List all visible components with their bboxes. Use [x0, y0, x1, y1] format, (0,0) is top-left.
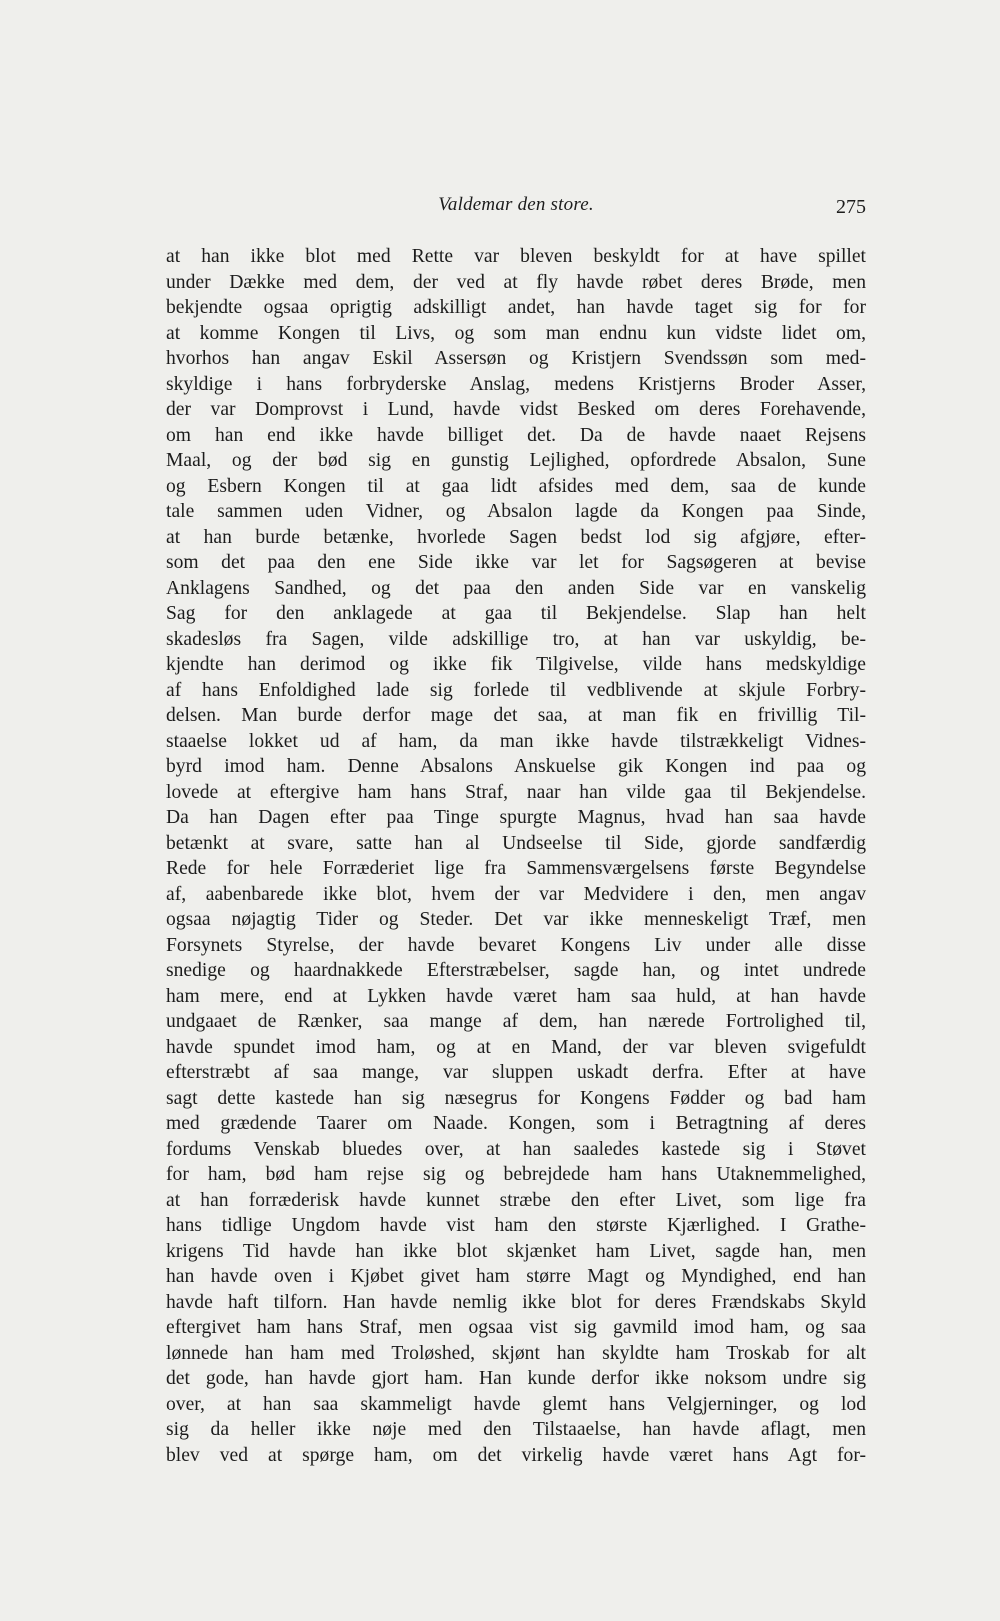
text-line: under Dække med dem, der ved at fly havde røbet deres Brøde, men — [166, 271, 866, 293]
text-line: Da han Dagen efter paa Tinge spurgte Magnus, hvad han saa havde — [166, 807, 866, 828]
text-line: byrd imod ham. Denne Absalons Anskuelse gik Kongen ind paa og — [166, 756, 866, 777]
running-title: Valdemar den store. — [438, 194, 594, 215]
text-line: eftergivet ham hans Straf, men ogsaa vist sig gavmild imod ham, og saa — [166, 1317, 866, 1338]
text-line: staaelse lokket ud af ham, da man ikke havde tilstrækkeligt Vidnes- — [166, 730, 866, 752]
text-line: at han forræderisk havde kunnet stræbe den efter Livet, som lige fra — [166, 1189, 866, 1211]
text-line: om han end ikke havde billiget det. Da de havde naaet Rejsens — [166, 424, 866, 446]
body-text — [166, 244, 866, 1468]
text-line: han havde oven i Kjøbet givet ham større Magt og Myndighed, end han — [166, 1266, 866, 1287]
text-line: hvorhos han angav Eskil Assersøn og Kristjern Svendssøn som med- — [166, 348, 866, 369]
text-line: tale sammen uden Vidner, og Absalon lagde da Kongen paa Sinde, — [166, 501, 866, 522]
text-line: kjendte han derimod og ikke fik Tilgivelse, vilde hans medskyldige — [166, 654, 866, 675]
text-line: af, aabenbarede ikke blot, hvem der var Medvidere i den, men angav — [166, 883, 866, 905]
text-line: at han burde betænke, hvorlede Sagen bedst lod sig afgjøre, efter- — [166, 526, 866, 548]
text-line: over, at han saa skammeligt havde glemt hans Velgjerninger, og lod — [166, 1393, 866, 1415]
text-line: sig da heller ikke nøje med den Tilstaaelse, han havde aflagt, men — [166, 1419, 866, 1440]
text-line: hans tidlige Ungdom havde vist ham den største Kjærlighed. I Grathe- — [166, 1215, 866, 1236]
text-line: at komme Kongen til Livs, og som man endnu kun vidste lidet om, — [166, 322, 866, 344]
text-line: sagt dette kastede han sig næsegrus for Kongens Fødder og bad ham — [166, 1087, 866, 1109]
text-line: bekjendte ogsaa oprigtig adskilligt andet, han havde taget sig for for — [166, 297, 866, 318]
text-line: undgaaet de Rænker, saa mange af dem, han nærede Fortrolighed til, — [166, 1011, 866, 1032]
text-line: havde haft tilforn. Han havde nemlig ikke blot for deres Frændskabs Skyld — [166, 1291, 866, 1313]
text-line: Rede for hele Forræderiet lige fra Sammensværgelsens første Begyndelse — [166, 858, 866, 879]
text-line: Anklagens Sandhed, og det paa den anden Side var en vanskelig — [166, 577, 866, 599]
text-line: betænkt at svare, satte han al Undseelse til Side, gjorde sandfærdig — [166, 832, 866, 854]
text-line: blev ved at spørge ham, om det virkelig havde været hans Agt for- — [166, 1444, 866, 1466]
text-line: delsen. Man burde derfor mage det saa, at man fik en frivillig Til- — [166, 705, 866, 726]
text-line: der var Domprovst i Lund, havde vidst Besked om deres Forehavende, — [166, 399, 866, 420]
text-line: lovede at eftergive ham hans Straf, naar han vilde gaa til Bekjendelse. — [166, 781, 866, 803]
text-line: fordums Venskab bluedes over, at han saaledes kastede sig i Støvet — [166, 1138, 866, 1160]
text-line: for ham, bød ham rejse sig og bebrejdede ham hans Utaknemmelighed, — [166, 1164, 866, 1185]
text-line: Sag for den anklagede at gaa til Bekjendelse. Slap han helt — [166, 603, 866, 624]
text-line: det gode, han havde gjort ham. Han kunde derfor ikke noksom undre sig — [166, 1368, 866, 1389]
text-line: havde spundet imod ham, og at en Mand, der var bleven svigefuldt — [166, 1036, 866, 1058]
text-line: som det paa den ene Side ikke var let for Sagsøgeren at bevise — [166, 552, 866, 573]
text-line: lønnede han ham med Troløshed, skjønt han skyldte ham Troskab for alt — [166, 1342, 866, 1364]
text-line: efterstræbt af saa mange, var sluppen uskadt derfra. Efter at have — [166, 1062, 866, 1083]
page-number: 275 — [836, 196, 866, 218]
text-line: og Esbern Kongen til at gaa lidt afsides med dem, saa de kunde — [166, 475, 866, 497]
text-line: skadesløs fra Sagen, vilde adskillige tro, at han var uskyldig, be- — [166, 628, 866, 650]
text-line: skyldige i hans forbryderske Anslag, medens Kristjerns Broder Asser, — [166, 373, 866, 395]
running-head — [166, 192, 866, 222]
text-line: ham mere, end at Lykken havde været ham saa huld, at han havde — [166, 985, 866, 1007]
text-line: snedige og haardnakkede Efterstræbelser, sagde han, og intet undrede — [166, 960, 866, 981]
text-line: Forsynets Styrelse, der havde bevaret Kongens Liv under alle disse — [166, 934, 866, 956]
text-line: ogsaa nøjagtig Tider og Steder. Det var ikke menneskeligt Træf, men — [166, 909, 866, 930]
text-line: med grædende Taarer om Naade. Kongen, som i Betragtning af deres — [166, 1113, 866, 1134]
text-line: af hans Enfoldighed lade sig forlede til vedblivende at skjule Forbry- — [166, 679, 866, 701]
text-line: krigens Tid havde han ikke blot skjænket ham Livet, sagde han, men — [166, 1240, 866, 1262]
text-line: Maal, og der bød sig en gunstig Lejlighed, opfordrede Absalon, Sune — [166, 450, 866, 471]
text-line: at han ikke blot med Rette var bleven beskyldt for at have spillet — [166, 246, 866, 267]
